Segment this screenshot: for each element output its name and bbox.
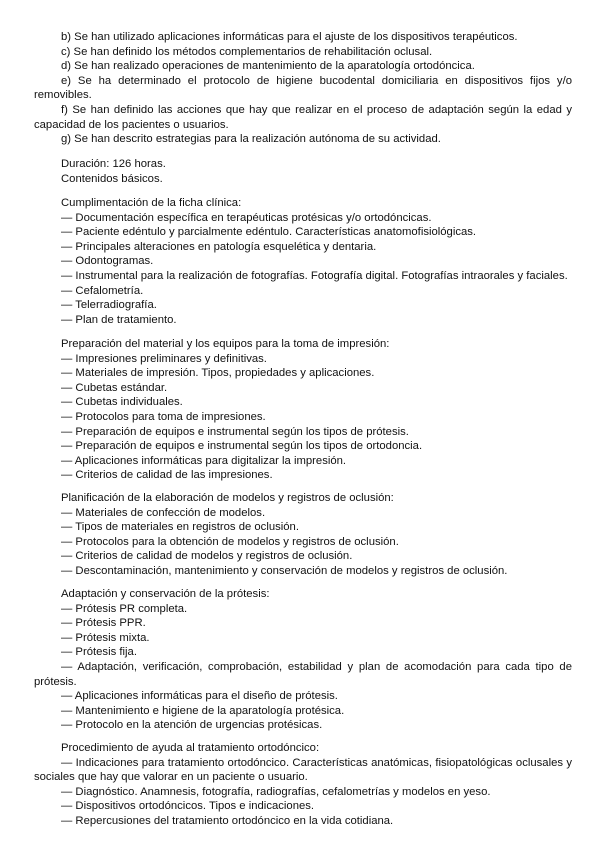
list-item: — Instrumental para la realización de fotografías. Fotografía digital. Fotografías intraorales y faciales. xyxy=(61,269,568,282)
list-item: — Telerradiografía. xyxy=(61,299,157,312)
criterion-g: g) Se han descrito estrategias para la realización autónoma de su actividad. xyxy=(61,133,441,146)
list-item: — Protocolos para toma de impresiones. xyxy=(61,410,266,423)
contents-heading: Contenidos básicos. xyxy=(61,172,163,185)
duration-text: Duración: 126 horas. xyxy=(61,158,166,170)
criterion-e: e) Se ha determinado el protocolo de higiene bucodental domiciliaria en dispositivos fijos y/o removibles. xyxy=(34,74,572,102)
criterion-b: b) Se han utilizado aplicaciones informáticas para el ajuste de los dispositivos terapéuticos. xyxy=(61,31,518,43)
list-item: — Criterios de calidad de las impresiones. xyxy=(61,469,273,482)
list-item: — Dispositivos ortodóncicos. Tipos e indicaciones. xyxy=(61,800,315,813)
section-toma-impresion xyxy=(34,337,572,483)
list-item: — Protocolo en la atención de urgencias protésicas. xyxy=(61,719,323,732)
criterion-d: d) Se han realizado operaciones de mantenimiento de la aparatología ortodóncica. xyxy=(61,60,475,73)
list-item: — Preparación de equipos e instrumental según los tipos de ortodoncia. xyxy=(61,440,423,453)
list-item: — Adaptación, verificación, comprobación, estabilidad y plan de acomodación para cada tipo de prótesis. xyxy=(34,660,572,688)
section-modelos-oclusion xyxy=(34,491,572,579)
criterion-f: f) Se han definido las acciones que hay que realizar en el proceso de adaptación según la edad y capacidad de los pacientes o usuarios. xyxy=(34,103,572,131)
list-item: — Preparación de equipos e instrumental según los tipos de prótesis. xyxy=(61,425,409,438)
section-ficha-clinica xyxy=(34,196,572,327)
list-item: — Odontogramas. xyxy=(61,255,154,268)
section-protesis xyxy=(34,587,572,733)
list-item: — Cubetas estándar. xyxy=(61,381,168,394)
list-item: — Protocolos para la obtención de modelos y registros de oclusión. xyxy=(61,535,399,548)
evaluation-criteria xyxy=(34,30,572,147)
list-item: — Documentación específica en terapéuticas protésicas y/o ortodóncicas. xyxy=(61,211,432,224)
duration-block xyxy=(34,157,572,186)
list-item: — Prótesis PR completa. xyxy=(61,602,188,615)
list-item: — Materiales de confección de modelos. xyxy=(61,506,266,519)
list-item: — Principales alteraciones en patología esquelética y dentaria. xyxy=(61,240,377,253)
list-item: — Materiales de impresión. Tipos, propiedades y aplicaciones. xyxy=(61,367,375,380)
list-item: — Diagnóstico. Anamnesis, fotografía, radiografías, cefalometrías y modelos en yeso. xyxy=(61,785,491,798)
list-item: — Impresiones preliminares y definitivas. xyxy=(61,352,267,365)
list-item: — Mantenimiento e higiene de la aparatología protésica. xyxy=(61,704,345,717)
section-title: Cumplimentación de la ficha clínica: xyxy=(61,197,242,209)
list-item: — Criterios de calidad de modelos y registros de oclusión. xyxy=(61,550,353,563)
list-item: — Cubetas individuales. xyxy=(61,396,183,409)
list-item: — Tipos de materiales en registros de oclusión. xyxy=(61,521,299,534)
section-ortodoncia xyxy=(34,741,572,829)
list-item: — Prótesis fija. xyxy=(61,646,137,659)
list-item: — Prótesis mixta. xyxy=(61,631,150,644)
list-item: — Aplicaciones informáticas para digitalizar la impresión. xyxy=(61,454,347,467)
list-item: — Paciente edéntulo y parcialmente edéntulo. Características anatomofisiológicas. xyxy=(61,226,477,239)
list-item: — Indicaciones para tratamiento ortodóncico. Características anatómicas, fisiopatológicas oclusales y sociales que hay que valorar en un paciente o usuario. xyxy=(34,756,572,784)
section-title: Adaptación y conservación de la prótesis: xyxy=(61,588,270,600)
criterion-c: c) Se han definido los métodos complementarios de rehabilitación oclusal. xyxy=(61,45,433,58)
list-item: — Plan de tratamiento. xyxy=(61,313,177,326)
list-item: — Repercusiones del tratamiento ortodóncico en la vida cotidiana. xyxy=(61,814,394,827)
section-title: Procedimiento de ayuda al tratamiento ortodóncico: xyxy=(61,742,320,754)
list-item: — Prótesis PPR. xyxy=(61,617,146,630)
list-item: — Aplicaciones informáticas para el diseño de prótesis. xyxy=(61,690,338,703)
list-item: — Cefalometría. xyxy=(61,284,144,297)
section-title: Preparación del material y los equipos para la toma de impresión: xyxy=(61,338,390,350)
section-title: Planificación de la elaboración de modelos y registros de oclusión: xyxy=(61,492,394,504)
list-item: — Descontaminación, mantenimiento y conservación de modelos y registros de oclusión. xyxy=(61,564,508,577)
